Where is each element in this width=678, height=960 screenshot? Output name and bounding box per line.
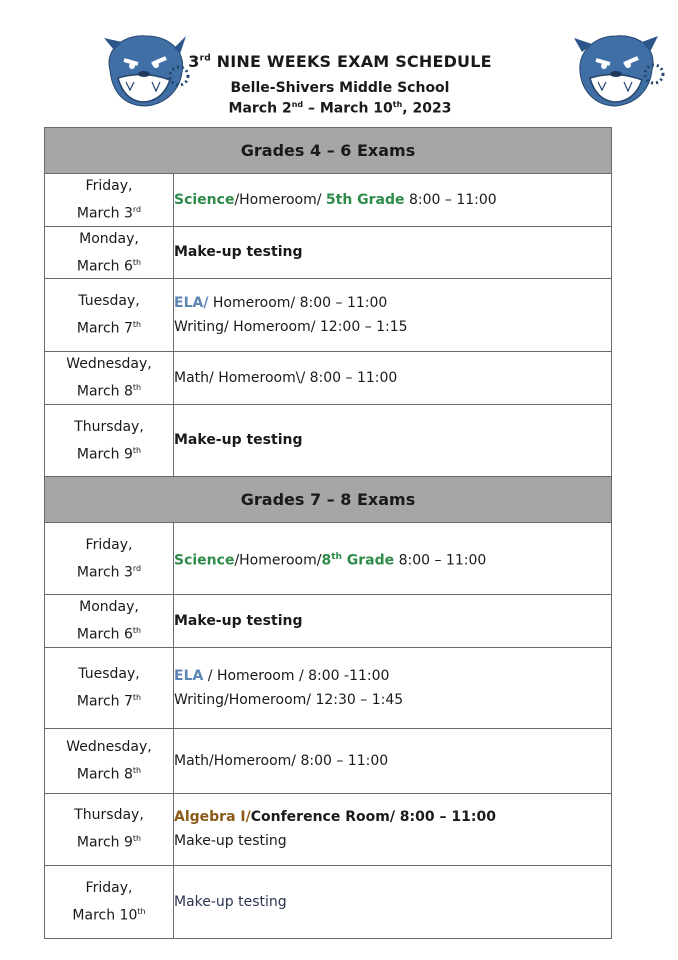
bulldog-mascot-icon [570, 30, 666, 110]
table-row [45, 594, 612, 647]
exam-cell: Math/Homeroom/ 8:00 – 11:00 [174, 728, 612, 793]
table-row [45, 647, 612, 728]
document-header [170, 52, 510, 117]
school-name: Belle-Shivers Middle School [230, 80, 450, 96]
day-cell: Thursday, March 9th [45, 793, 174, 865]
date-range: March 2nd – March 10th, 2023 [228, 100, 452, 117]
exam-cell: ELA/ Homeroom/ 8:00 – 11:00 Writing/ Homeroom/ 12:00 – 1:15 [174, 279, 612, 352]
table-row [45, 174, 612, 227]
table-row [45, 226, 612, 279]
exam-cell: Algebra I/Conference Room/ 8:00 – 11:00 Make-up testing [174, 793, 612, 865]
day-cell: Friday, March 10th [45, 865, 174, 938]
section-heading: Grades 7 – 8 Exams [45, 476, 612, 522]
exam-schedule-table [44, 127, 612, 939]
exam-cell: Make-up testing [174, 404, 612, 476]
day-cell: Wednesday, March 8th [45, 352, 174, 405]
day-cell: Tuesday, March 7th [45, 647, 174, 728]
day-cell: Friday, March 3rd [45, 522, 174, 594]
day-cell: Monday, March 6th [45, 594, 174, 647]
exam-cell: Math/ Homeroom\/ 8:00 – 11:00 [174, 352, 612, 405]
exam-cell: Make-up testing [174, 594, 612, 647]
day-cell: Wednesday, March 8th [45, 728, 174, 793]
table-row [45, 352, 612, 405]
section-header-row [45, 128, 612, 174]
day-cell: Tuesday, March 7th [45, 279, 174, 352]
table-row [45, 404, 612, 476]
day-cell: Thursday, March 9th [45, 404, 174, 476]
page-title: 3rd NINE WEEKS EXAM SCHEDULE [188, 52, 492, 71]
section-header-row [45, 476, 612, 522]
exam-cell: ELA / Homeroom / 8:00 -11:00 Writing/Homeroom/ 12:30 – 1:45 [174, 647, 612, 728]
exam-cell: Make-up testing [174, 865, 612, 938]
table-row [45, 728, 612, 793]
day-cell: Monday, March 6th [45, 226, 174, 279]
table-row [45, 865, 612, 938]
table-row [45, 522, 612, 594]
exam-cell: Make-up testing [174, 226, 612, 279]
exam-cell: Science/Homeroom/ 5th Grade 8:00 – 11:00 [174, 174, 612, 227]
exam-cell: Science/Homeroom/8th Grade 8:00 – 11:00 [174, 522, 612, 594]
table-row [45, 279, 612, 352]
table-row [45, 793, 612, 865]
day-cell: Friday, March 3rd [45, 174, 174, 227]
section-heading: Grades 4 – 6 Exams [45, 128, 612, 174]
